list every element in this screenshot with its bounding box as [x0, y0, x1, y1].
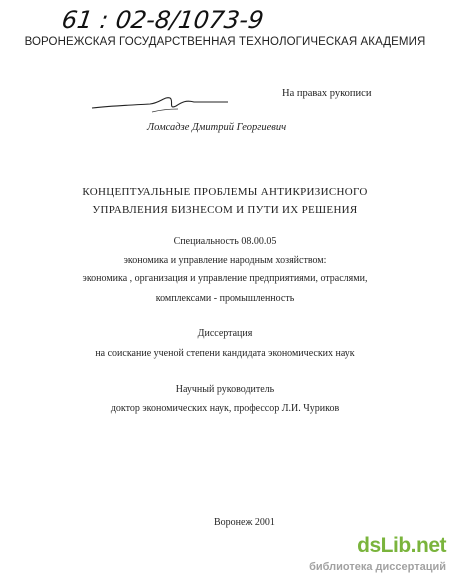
handwritten-signature — [90, 90, 230, 120]
dissertation-title-line-1: КОНЦЕПТУАЛЬНЫЕ ПРОБЛЕМЫ АНТИКРИЗИСНОГО — [82, 186, 368, 198]
document-type: Диссертация — [197, 328, 253, 339]
dslib-subtitle: библиотека диссертаций — [309, 561, 446, 573]
author-name: Ломсадзе Дмитрий Георгиевич — [147, 122, 287, 133]
dslib-logo: dsLib.net — [357, 534, 446, 557]
institution-name: ВОРОНЕЖСКАЯ ГОСУДАРСТВЕННАЯ ТЕХНОЛОГИЧЕСКАЯ АКАДЕМИЯ — [24, 36, 426, 48]
specialty-line-2: экономика и управление народным хозяйством: — [123, 255, 327, 266]
supervisor-label: Научный руководитель — [175, 384, 275, 395]
specialty-code: Специальность 08.00.05 — [173, 236, 277, 247]
dslib-watermark — [309, 534, 446, 574]
degree-line: на соискание ученой степени кандидата экономических наук — [95, 348, 355, 359]
dissertation-title-line-2: УПРАВЛЕНИЯ БИЗНЕСОМ И ПУТИ ИХ РЕШЕНИЯ — [92, 204, 358, 216]
supervisor-name: доктор экономических наук, профессор Л.И. Чуриков — [110, 403, 340, 414]
archive-number: 61 : 02-8/1073-9 — [60, 6, 266, 34]
city-year: Воронеж 2001 — [214, 517, 275, 528]
specialty-line-3: экономика , организация и управление предприятиями, отраслями, — [82, 273, 368, 284]
rights-note: На правах рукописи — [282, 88, 372, 99]
specialty-line-4: комплексами - промышленность — [155, 293, 295, 304]
